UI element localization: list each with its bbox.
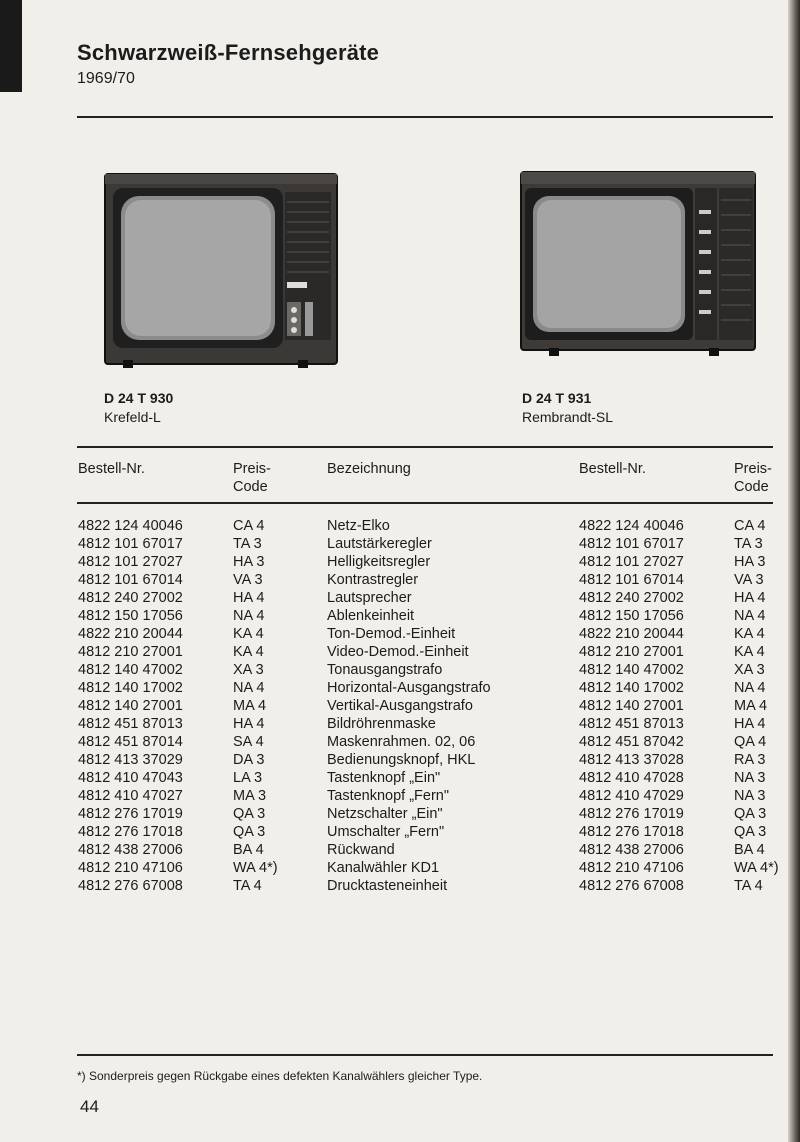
- cell-description: Video-Demod.-Einheit: [327, 644, 469, 660]
- cell-price-code-right: QA 4: [734, 734, 767, 750]
- table-row: [0, 662, 800, 680]
- cell-order-no-right: 4822 124 40046: [579, 518, 684, 534]
- cell-price-code-right: HA 3: [734, 554, 766, 570]
- cell-order-no-right: 4812 101 27027: [579, 554, 684, 570]
- cell-order-no-left: 4822 210 20044: [78, 626, 183, 642]
- cell-description: Ablenkeinheit: [327, 608, 415, 624]
- cell-price-code-left: TA 4: [233, 878, 262, 894]
- cell-price-code-left: HA 3: [233, 554, 265, 570]
- cell-price-code-left: QA 3: [233, 806, 266, 822]
- cell-order-no-right: 4812 210 47106: [579, 860, 684, 876]
- cell-order-no-right: 4812 276 17019: [579, 806, 684, 822]
- cell-order-no-left: 4812 413 37029: [78, 752, 183, 768]
- table-row: [0, 572, 800, 590]
- cell-order-no-right: 4812 438 27006: [579, 842, 684, 858]
- cell-price-code-left: NA 4: [233, 680, 265, 696]
- cell-description: Tonausgangstrafo: [327, 662, 443, 678]
- cell-price-code-left: WA 4*): [233, 860, 278, 876]
- cell-price-code-right: NA 4: [734, 680, 766, 696]
- tv-photo-rembrandt: [519, 170, 759, 360]
- cell-price-code-left: NA 4: [233, 608, 265, 624]
- cell-price-code-right: MA 4: [734, 698, 768, 714]
- model-name: Krefeld-L: [104, 409, 161, 425]
- page-subtitle: 1969/70: [77, 70, 135, 87]
- table-row: [0, 860, 800, 878]
- model-caption-left: [104, 390, 173, 425]
- cell-description: Rückwand: [327, 842, 395, 858]
- footnote: *) Sonderpreis gegen Rückgabe eines defekten Kanalwählers gleicher Type.: [77, 1069, 483, 1083]
- header-price-line1: Preis-: [734, 461, 772, 477]
- header-price-line1: Preis-: [233, 461, 271, 477]
- cell-order-no-left: 4812 410 47027: [78, 788, 183, 804]
- table-row: [0, 716, 800, 734]
- table-row: [0, 554, 800, 572]
- cell-description: Horizontal-Ausgangstrafo: [327, 680, 491, 696]
- cell-price-code-right: NA 3: [734, 788, 766, 804]
- header-order-no-right: Bestell-Nr.: [579, 461, 646, 477]
- table-row: [0, 842, 800, 860]
- cell-order-no-right: 4812 451 87042: [579, 734, 684, 750]
- divider-table-header: [77, 502, 773, 504]
- cell-order-no-left: 4812 140 47002: [78, 662, 183, 678]
- tv-photo-krefeld: [103, 172, 339, 374]
- cell-price-code-right: KA 4: [734, 626, 765, 642]
- cell-order-no-left: 4812 150 17056: [78, 608, 183, 624]
- header-description: Bezeichnung: [327, 461, 411, 477]
- cell-price-code-left: DA 3: [233, 752, 265, 768]
- table-row: [0, 698, 800, 716]
- cell-description: Kanalwähler KD1: [327, 860, 440, 876]
- table-row: [0, 734, 800, 752]
- cell-description: Lautstärkeregler: [327, 536, 432, 552]
- cell-price-code-right: VA 3: [734, 572, 764, 588]
- cell-description: Kontrastregler: [327, 572, 419, 588]
- cell-price-code-right: WA 4*): [734, 860, 779, 876]
- cell-order-no-right: 4812 210 27001: [579, 644, 684, 660]
- cell-order-no-left: 4812 210 27001: [78, 644, 183, 660]
- cell-description: Lautsprecher: [327, 590, 412, 606]
- cell-order-no-left: 4812 140 17002: [78, 680, 183, 696]
- cell-order-no-right: 4812 240 27002: [579, 590, 684, 606]
- cell-order-no-left: 4812 276 17019: [78, 806, 183, 822]
- cell-description: Ton-Demod.-Einheit: [327, 626, 456, 642]
- cell-price-code-left: QA 3: [233, 824, 266, 840]
- cell-price-code-left: KA 4: [233, 644, 264, 660]
- cell-price-code-right: NA 4: [734, 608, 766, 624]
- cell-description: Maskenrahmen. 02, 06: [327, 734, 476, 750]
- header-order-no-left: Bestell-Nr.: [78, 461, 145, 477]
- table-row: [0, 878, 800, 896]
- cell-order-no-left: 4812 451 87014: [78, 734, 183, 750]
- table-row: [0, 644, 800, 662]
- cell-order-no-right: 4812 410 47028: [579, 770, 684, 786]
- cell-order-no-left: 4812 101 67017: [78, 536, 183, 552]
- cell-price-code-right: XA 3: [734, 662, 765, 678]
- cell-order-no-right: 4812 150 17056: [579, 608, 684, 624]
- model-name: Rembrandt-SL: [522, 409, 614, 425]
- cell-price-code-left: KA 4: [233, 626, 264, 642]
- cell-price-code-left: MA 4: [233, 698, 267, 714]
- cell-order-no-right: 4812 101 67017: [579, 536, 684, 552]
- cell-order-no-right: 4812 413 37028: [579, 752, 684, 768]
- cell-price-code-left: CA 4: [233, 518, 265, 534]
- cell-order-no-right: 4812 140 47002: [579, 662, 684, 678]
- cell-order-no-right: 4812 276 17018: [579, 824, 684, 840]
- table-row: [0, 608, 800, 626]
- cell-order-no-left: 4812 438 27006: [78, 842, 183, 858]
- cell-description: Netzschalter „Ein": [327, 806, 443, 822]
- divider-footnote: [77, 1054, 773, 1056]
- divider-table-top: [77, 446, 773, 448]
- divider-top: [77, 116, 773, 118]
- table-row: [0, 680, 800, 698]
- header-price-code-left: [233, 460, 271, 496]
- page-edge-mark: [0, 0, 22, 92]
- table-row: [0, 626, 800, 644]
- cell-price-code-right: QA 3: [734, 806, 767, 822]
- cell-price-code-right: TA 4: [734, 878, 763, 894]
- cell-order-no-right: 4812 140 27001: [579, 698, 684, 714]
- cell-price-code-right: NA 3: [734, 770, 766, 786]
- cell-order-no-left: 4812 140 27001: [78, 698, 183, 714]
- table-row: [0, 518, 800, 536]
- cell-price-code-left: VA 3: [233, 572, 263, 588]
- header-price-line2: Code: [233, 479, 268, 495]
- cell-description: Umschalter „Fern": [327, 824, 445, 840]
- cell-price-code-left: TA 3: [233, 536, 262, 552]
- cell-order-no-right: 4812 140 17002: [579, 680, 684, 696]
- cell-description: Vertikal-Ausgangstrafo: [327, 698, 473, 714]
- table-row: [0, 806, 800, 824]
- table-row: [0, 788, 800, 806]
- cell-price-code-right: TA 3: [734, 536, 763, 552]
- cell-price-code-left: MA 3: [233, 788, 267, 804]
- cell-description: Helligkeitsregler: [327, 554, 431, 570]
- table-row: [0, 770, 800, 788]
- cell-description: Tastenknopf „Fern": [327, 788, 450, 804]
- cell-order-no-left: 4812 276 67008: [78, 878, 183, 894]
- model-number: D 24 T 931: [522, 390, 592, 406]
- cell-price-code-left: LA 3: [233, 770, 263, 786]
- page-title: Schwarzweiß-Fernsehgeräte: [77, 40, 380, 65]
- cell-price-code-right: HA 4: [734, 590, 766, 606]
- cell-order-no-left: 4812 410 47043: [78, 770, 183, 786]
- cell-order-no-left: 4812 101 27027: [78, 554, 183, 570]
- cell-description: Drucktasteneinheit: [327, 878, 448, 894]
- table-row: [0, 536, 800, 554]
- cell-order-no-left: 4812 451 87013: [78, 716, 183, 732]
- model-number: D 24 T 930: [104, 390, 174, 406]
- model-caption-right: [522, 390, 613, 425]
- cell-order-no-left: 4812 101 67014: [78, 572, 183, 588]
- cell-order-no-left: 4822 124 40046: [78, 518, 183, 534]
- cell-description: Bildröhrenmaske: [327, 716, 436, 732]
- cell-description: Bedienungsknopf, HKL: [327, 752, 476, 768]
- cell-price-code-right: CA 4: [734, 518, 766, 534]
- cell-order-no-right: 4812 451 87013: [579, 716, 684, 732]
- table-row: [0, 590, 800, 608]
- cell-order-no-right: 4822 210 20044: [579, 626, 684, 642]
- cell-price-code-left: XA 3: [233, 662, 264, 678]
- header-price-line2: Code: [734, 479, 769, 495]
- cell-price-code-left: SA 4: [233, 734, 264, 750]
- table-row: [0, 824, 800, 842]
- cell-order-no-right: 4812 410 47029: [579, 788, 684, 804]
- cell-price-code-right: KA 4: [734, 644, 765, 660]
- table-row: [0, 752, 800, 770]
- header-price-code-right: [734, 460, 772, 496]
- cell-order-no-left: 4812 210 47106: [78, 860, 183, 876]
- cell-price-code-left: HA 4: [233, 590, 265, 606]
- cell-price-code-left: HA 4: [233, 716, 265, 732]
- cell-price-code-right: BA 4: [734, 842, 765, 858]
- cell-price-code-right: RA 3: [734, 752, 766, 768]
- cell-price-code-right: QA 3: [734, 824, 767, 840]
- cell-description: Tastenknopf „Ein": [327, 770, 441, 786]
- cell-price-code-right: HA 4: [734, 716, 766, 732]
- cell-price-code-left: BA 4: [233, 842, 264, 858]
- cell-description: Netz-Elko: [327, 518, 390, 534]
- cell-order-no-right: 4812 276 67008: [579, 878, 684, 894]
- cell-order-no-right: 4812 101 67014: [579, 572, 684, 588]
- page-number: 44: [80, 1097, 99, 1116]
- cell-order-no-left: 4812 276 17018: [78, 824, 183, 840]
- cell-order-no-left: 4812 240 27002: [78, 590, 183, 606]
